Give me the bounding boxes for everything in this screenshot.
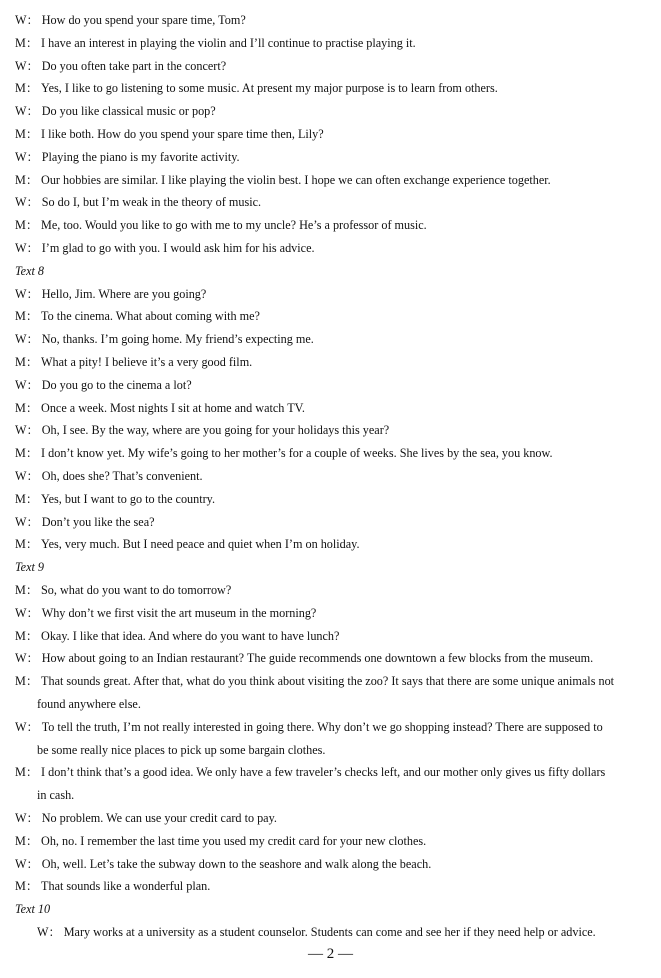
speaker-label: W [15,605,27,620]
dialogue-line [15,331,655,347]
speaker-label: W [15,195,27,210]
speaker-separator: ： [26,377,39,392]
dialogue-line [15,764,655,780]
dialogue-text: Do you often take part in the concert? [41,58,227,73]
dialogue-line [37,924,657,940]
speaker-separator: ： [25,583,39,597]
speaker-separator: ： [25,879,39,894]
dialogue-line [15,536,655,552]
speaker-separator: ： [25,35,39,50]
speaker-label: M [15,81,26,96]
dialogue-text: Yes, very much. But I need peace and quiet when I’m on holiday. [41,537,360,552]
speaker-separator: ： [26,13,39,27]
dialogue-line [15,286,655,302]
dialogue-continuation: found anywhere else. [37,697,141,711]
dialogue-text: So do I, but I’m weak in the theory of music. [41,195,262,210]
speaker-label: M [15,765,26,780]
dialogue-line [15,491,655,507]
speaker-label: M [15,628,26,643]
speaker-separator: ： [26,286,39,301]
section-heading: Text 10 [15,902,51,917]
dialogue-text: No, thanks. I’m going home. My friend’s expecting me. [41,332,314,347]
speaker-label: M [15,491,26,506]
dialogue-text: Don’t you like the sea? [41,514,155,529]
dialogue-text: I have an interest in playing the violin and I’ll continue to practise playing it. [41,35,416,50]
speaker-separator: ： [26,195,39,210]
speaker-separator: ： [25,309,39,324]
speaker-separator: ： [25,355,39,369]
speaker-label: W [15,423,27,438]
speaker-separator: ： [26,332,39,347]
speaker-label: M [15,218,26,233]
dialogue-line [15,400,655,416]
speaker-label: W [15,514,27,529]
dialogue-line [15,217,655,233]
dialogue-line [15,35,655,51]
speaker-label: M [15,172,26,187]
speaker-label: M [15,537,26,552]
speaker-separator: ： [26,651,39,666]
dialogue-line [15,856,655,872]
speaker-separator: ： [25,81,39,96]
dialogue-text: So, what do you want to do tomorrow? [41,583,232,597]
dialogue-line [15,12,655,28]
dialogue-text: That sounds great. After that, what do you think about visiting the zoo? It says that there are some unique animals not [41,674,615,689]
dialogue-line [15,422,655,438]
dialogue-line [15,833,655,849]
speaker-label: W [15,58,27,73]
speaker-label: M [15,309,26,324]
speaker-separator: ： [25,400,39,415]
dialogue-line [15,172,655,188]
section-heading: Text 8 [15,263,45,278]
dialogue-text: Oh, well. Let’s take the subway down to the seashore and walk along the beach. [41,856,432,871]
speaker-label: M [15,35,26,50]
dialogue-text: To tell the truth, I’m not really interested in going there. Why don’t we go shopping instead? There are supposed to [41,719,603,734]
speaker-separator: ： [25,628,39,643]
speaker-label: M [15,583,26,597]
speaker-separator: ： [25,765,39,780]
speaker-label: M [15,446,26,461]
speaker-label: W [15,469,27,483]
speaker-separator: ： [26,104,39,119]
speaker-label: M [15,400,26,415]
speaker-separator: ： [25,446,39,461]
dialogue-text: Oh, I see. By the way, where are you going for your holidays this year? [41,423,390,438]
dialogue-line [15,810,655,826]
dialogue-line [15,149,655,165]
dialogue-text: Oh, no. I remember the last time you used my credit card for your new clothes. [41,833,427,848]
dialogue-line [15,650,655,666]
dialogue-text: How do you spend your spare time, Tom? [41,13,246,27]
dialogue-text: Yes, I like to go listening to some music. At present my major purpose is to learn from others. [41,81,498,96]
dialogue-line [15,58,655,74]
dialogue-line [15,126,655,142]
dialogue-line [15,719,655,735]
dialogue-text: Oh, does she? That’s convenient. [41,469,203,483]
dialogue-line [15,445,655,461]
dialogue-text: Playing the piano is my favorite activity. [41,149,240,164]
dialogue-text: I don’t think that’s a good idea. We only have a few traveler’s checks left, and our mother only gives us fifty dollars [41,765,606,780]
speaker-label: M [15,127,26,141]
speaker-separator: ： [26,811,39,825]
speaker-separator: ： [25,537,39,552]
speaker-label: M [15,674,26,689]
speaker-separator: ： [25,172,39,187]
speaker-label: M [15,879,26,894]
speaker-separator: ： [25,833,39,848]
speaker-separator: ： [25,127,39,141]
dialogue-text: Do you go to the cinema a lot? [41,377,192,392]
dialogue-line [15,194,655,210]
dialogue-text: To the cinema. What about coming with me? [41,309,260,324]
dialogue-text: Why don’t we first visit the art museum in the morning? [41,605,317,620]
speaker-separator: ： [26,149,39,164]
speaker-separator: ： [26,423,39,438]
dialogue-line [15,605,655,621]
dialogue-text: Do you like classical music or pop? [41,104,216,119]
speaker-separator: ： [26,58,39,73]
dialogue-text: Our hobbies are similar. I like playing the violin best. I hope we can often exchange experience together. [41,172,551,187]
speaker-separator: ： [25,218,39,233]
speaker-label: W [37,925,49,939]
dialogue-text: I don’t know yet. My wife’s going to her mother’s for a couple of weeks. She lives by the sea, you know. [41,446,553,461]
dialogue-line [15,582,655,598]
speaker-separator: ： [48,925,61,939]
dialogue-line [15,308,655,324]
section-heading: Text 9 [15,560,45,575]
dialogue-text: How about going to an Indian restaurant? The guide recommends one downtown a few blocks from the museum. [41,651,594,666]
dialogue-text: That sounds like a wonderful plan. [41,879,211,894]
page-number: — 2 — [308,946,353,962]
dialogue-text: Me, too. Would you like to go with me to my uncle? He’s a professor of music. [41,218,427,233]
speaker-label: W [15,651,27,666]
speaker-label: W [15,719,27,734]
dialogue-line [15,468,655,484]
dialogue-text: Hello, Jim. Where are you going? [41,286,207,301]
speaker-label: W [15,811,27,825]
speaker-separator: ： [25,674,39,689]
dialogue-text: Once a week. Most nights I sit at home and watch TV. [41,400,305,415]
speaker-separator: ： [26,856,39,871]
speaker-separator: ： [26,241,39,255]
dialogue-text: I like both. How do you spend your spare time then, Lily? [41,127,324,141]
speaker-label: W [15,856,27,871]
dialogue-text: No problem. We can use your credit card to pay. [41,811,277,825]
speaker-separator: ： [25,491,39,506]
speaker-separator: ： [26,514,39,529]
dialogue-line [15,354,655,370]
speaker-label: M [15,833,26,848]
speaker-label: W [15,332,27,347]
dialogue-text: Mary works at a university as a student counselor. Students can come and see her if they need help or advice. [63,925,596,939]
dialogue-line [15,673,655,689]
speaker-label: M [15,355,26,369]
speaker-label: W [15,377,27,392]
dialogue-text: Okay. I like that idea. And where do you want to have lunch? [41,628,340,643]
dialogue-line [15,240,655,256]
speaker-separator: ： [26,605,39,620]
speaker-label: W [15,149,27,164]
speaker-label: W [15,286,27,301]
speaker-separator: ： [26,469,39,483]
dialogue-line [15,878,655,894]
dialogue-text: What a pity! I believe it’s a very good film. [41,355,253,369]
dialogue-text: Yes, but I want to go to the country. [41,491,216,506]
dialogue-text: I’m glad to go with you. I would ask him for his advice. [41,241,315,255]
speaker-label: W [15,241,27,255]
dialogue-continuation: be some really nice places to pick up some bargain clothes. [37,742,326,757]
dialogue-line [15,80,655,96]
dialogue-line [15,103,655,119]
dialogue-line [15,377,655,393]
speaker-separator: ： [26,719,39,734]
speaker-label: W [15,13,27,27]
dialogue-continuation: in cash. [37,788,75,803]
dialogue-line [15,628,655,644]
speaker-label: W [15,104,27,119]
dialogue-line [15,514,655,530]
